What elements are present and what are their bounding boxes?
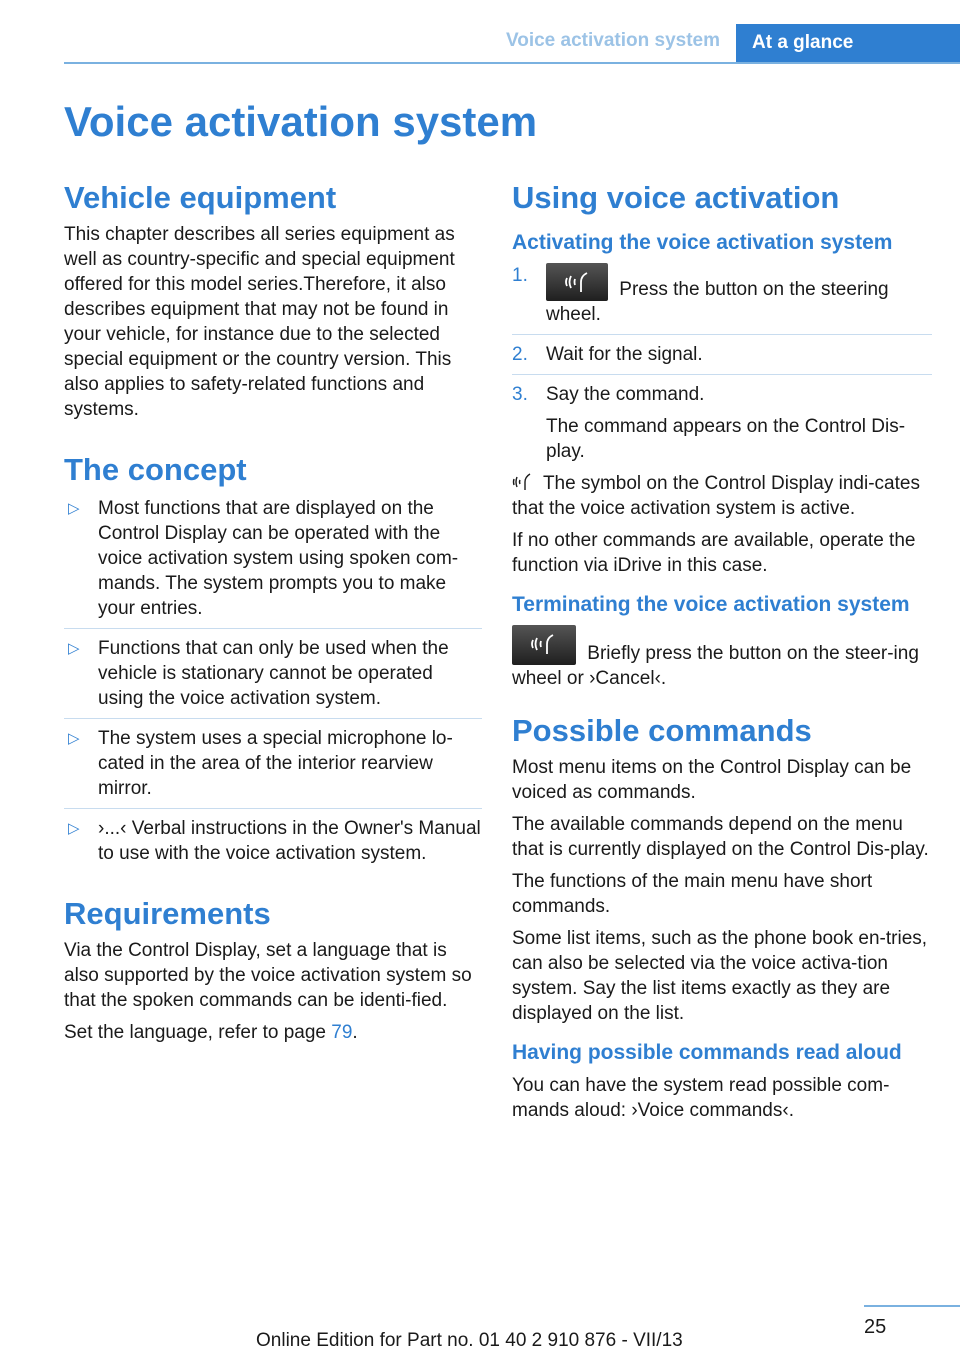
possible-commands-heading: Possible commands <box>512 713 812 748</box>
requirements-heading: Requirements <box>64 896 271 931</box>
no-commands-note: If no other commands are available, operate the function via iDrive in this case. <box>512 530 916 576</box>
terminating-heading: Terminating the voice activation system <box>512 593 910 616</box>
list-item: 3. Say the command. The command appears on the Control Dis-play. <box>512 384 906 462</box>
voice-symbol-note: The symbol on the Control Display indi-cates that the voice activation system is active. <box>512 473 920 519</box>
list-item: 2. Wait for the signal. <box>512 342 932 375</box>
possible-commands-paragraph: Some list items, such as the phone book en-tries, can also be selected via the voice activa-tion system. Say the list items exactly as they are displayed on the list. <box>512 928 928 1024</box>
read-aloud-heading: Having possible commands read aloud <box>512 1041 902 1064</box>
vehicle-equipment-body: This chapter describes all series equipment as well as country-specific and special equipment offered for this model series.Therefore, it also describes equipment that may not be found in your vehicle, for instance due to the selected special equipment or the country version. This also applies to safety-related functions and systems. <box>64 224 455 420</box>
possible-commands-paragraph: The available commands depend on the menu that is currently displayed on the Control Dis-play. <box>512 814 929 860</box>
footer-edition: Online Edition for Part no. 01 40 2 910 876 - VII/13 <box>256 1330 683 1351</box>
list-item: ▷ Functions that can only be used when the vehicle is stationary cannot be operated using the voice activation system. <box>64 636 482 719</box>
requirements-reference: Set the language, refer to page 79. <box>64 1022 358 1043</box>
header-section-title: Voice activation system <box>505 30 720 51</box>
triangle-right-icon: ▷ <box>68 730 80 747</box>
header-chapter-tab: At a glance <box>736 24 960 62</box>
page-title: Voice activation system <box>64 98 538 145</box>
page-header <box>64 24 960 64</box>
vehicle-equipment-heading: Vehicle equipment <box>64 180 337 215</box>
activating-heading: Activating the voice activation system <box>512 231 893 254</box>
terminating-body: Briefly press the button on the steer-ing wheel or ›Cancel‹. <box>512 625 932 691</box>
concept-heading: The concept <box>64 452 247 487</box>
footer-rule <box>864 1305 960 1307</box>
possible-commands-paragraph: Most menu items on the Control Display can be voiced as commands. <box>512 757 912 803</box>
activation-steps <box>512 263 932 464</box>
possible-commands-paragraph: The functions of the main menu have short commands. <box>512 871 873 917</box>
voice-symbol-icon <box>512 472 534 492</box>
requirements-body: Via the Control Display, set a language that is also supported by the voice activation system so that the spoken commands can be identi-fied. <box>64 940 472 1011</box>
using-voice-heading: Using voice activation <box>512 180 840 215</box>
voice-button-icon <box>546 263 608 301</box>
triangle-right-icon: ▷ <box>68 500 80 517</box>
concept-list <box>64 496 482 866</box>
read-aloud-body: You can have the system read possible com-mands aloud: ›Voice commands‹. <box>512 1075 890 1121</box>
page-reference-link[interactable]: 79 <box>331 1022 353 1043</box>
left-column <box>64 180 482 1052</box>
right-column <box>512 180 932 1130</box>
list-item: ▷ The system uses a special microphone lo-cated in the area of the interior rearview mirror. <box>64 726 482 809</box>
list-item: 1. Press the button on the steering wheel. <box>512 263 932 335</box>
triangle-right-icon: ▷ <box>68 820 80 837</box>
voice-button-icon <box>512 625 576 665</box>
page-number: 25 <box>864 1316 887 1338</box>
triangle-right-icon: ▷ <box>68 640 80 657</box>
list-item: ▷ ›...‹ Verbal instructions in the Owner's Manual to use with the voice activation system. <box>68 818 481 864</box>
list-item: ▷ Most functions that are displayed on the Control Display can be operated with the voice activation system using spoken com-mands. The system prompts you to make your entries. <box>64 496 482 629</box>
